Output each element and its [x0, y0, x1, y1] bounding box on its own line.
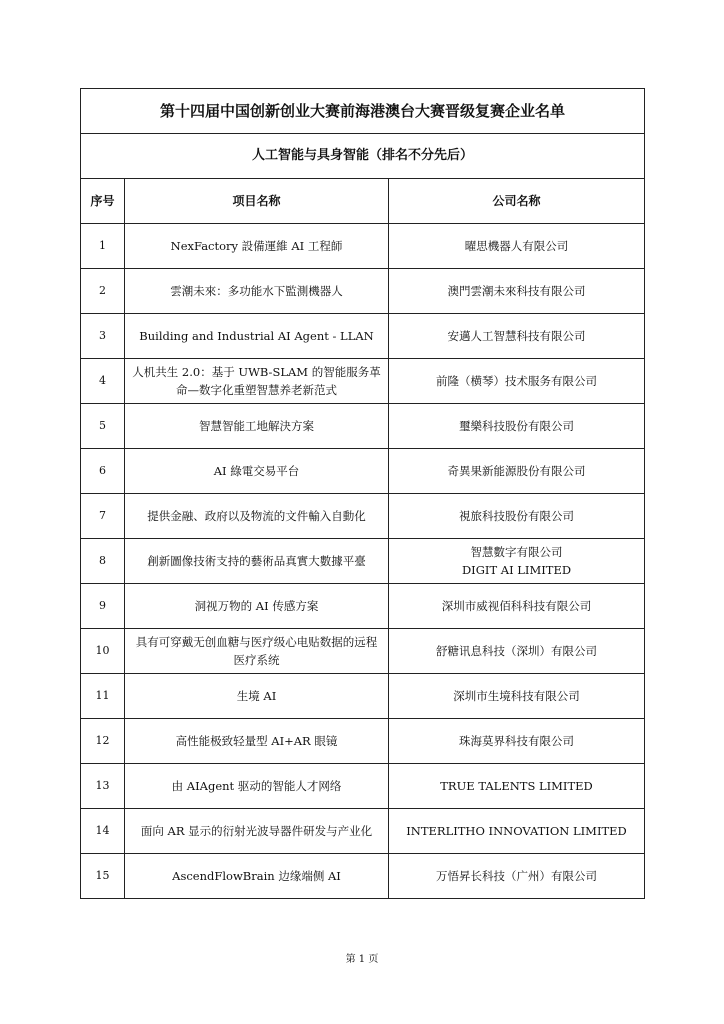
- row-number: 7: [81, 494, 125, 539]
- row-number: 8: [81, 539, 125, 584]
- table-row: [81, 719, 645, 764]
- company-name: [389, 674, 645, 719]
- company-name: [389, 764, 645, 809]
- row-number: 5: [81, 404, 125, 449]
- row-number: 9: [81, 584, 125, 629]
- table-row: [81, 359, 645, 404]
- table-row: [81, 449, 645, 494]
- table-row: [81, 539, 645, 584]
- company-name-line: 珠海莫界科技有限公司: [459, 734, 575, 748]
- company-name: [389, 539, 645, 584]
- project-name: NexFactory 設備運維 AI 工程師: [125, 224, 389, 269]
- row-number: 1: [81, 224, 125, 269]
- row-number: 10: [81, 629, 125, 674]
- category-heading: 人工智能与具身智能（排名不分先后）: [81, 134, 645, 179]
- row-number: 6: [81, 449, 125, 494]
- company-name-line: 奇異果新能源股份有限公司: [447, 464, 586, 478]
- company-name-line: 澳門雲潮未來科技有限公司: [447, 284, 586, 298]
- company-name-line: 深圳市生境科技有限公司: [453, 689, 580, 703]
- column-header-company: 公司名称: [389, 179, 645, 224]
- row-number: 14: [81, 809, 125, 854]
- company-name-line: DIGIT AI LIMITED: [461, 563, 572, 577]
- table-row: [81, 314, 645, 359]
- project-name: AscendFlowBrain 边缘端侧 AI: [125, 854, 389, 899]
- company-name-line: 安邁人工智慧科技有限公司: [447, 329, 586, 343]
- project-name: 人机共生 2.0：基于 UWB-SLAM 的智能服务革命—数字化重塑智慧养老新范式: [125, 359, 389, 404]
- table-row: [81, 494, 645, 539]
- company-name: [389, 404, 645, 449]
- company-name-line: 璽樂科技股份有限公司: [459, 419, 575, 433]
- row-number: 11: [81, 674, 125, 719]
- company-name-line: 智慧數字有限公司: [470, 545, 563, 559]
- company-name: [389, 224, 645, 269]
- company-name-line: 深圳市威视佰科科技有限公司: [441, 599, 592, 613]
- company-name-line: TRUE TALENTS LIMITED: [440, 779, 593, 793]
- row-number: 12: [81, 719, 125, 764]
- document-title: 第十四届中国创新创业大赛前海港澳台大赛晋级复赛企业名单: [81, 89, 645, 134]
- table-row: [81, 764, 645, 809]
- project-name: AI 綠電交易平台: [125, 449, 389, 494]
- column-header-project: 项目名称: [125, 179, 389, 224]
- row-number: 4: [81, 359, 125, 404]
- project-name: 高性能极致轻量型 AI+AR 眼镜: [125, 719, 389, 764]
- table-row: [81, 224, 645, 269]
- company-name: [389, 584, 645, 629]
- project-name: 面向 AR 显示的衍射光波导器件研发与产业化: [125, 809, 389, 854]
- project-name: 創新圖像技術支持的藝術品真實大數據平臺: [125, 539, 389, 584]
- company-name: [389, 809, 645, 854]
- company-name: [389, 854, 645, 899]
- project-name: 洞视万物的 AI 传感方案: [125, 584, 389, 629]
- row-number: 3: [81, 314, 125, 359]
- company-name: [389, 314, 645, 359]
- company-name: [389, 629, 645, 674]
- company-name-line: 曜思機器人有限公司: [464, 239, 569, 253]
- row-number: 15: [81, 854, 125, 899]
- project-name: Building and Industrial AI Agent - LLAN: [125, 314, 389, 359]
- column-header-no: 序号: [81, 179, 125, 224]
- company-name: [389, 449, 645, 494]
- project-name: 具有可穿戴无创血糖与医疗级心电贴数据的远程医疗系统: [125, 629, 389, 674]
- page-number: 第 1 页: [345, 954, 379, 965]
- project-name: 提供金融、政府以及物流的文件輸入自動化: [125, 494, 389, 539]
- company-name-line: 舒糖讯息科技（深圳）有限公司: [436, 644, 598, 658]
- table-row: [81, 629, 645, 674]
- table-row: [81, 584, 645, 629]
- project-name: 智慧智能工地解決方案: [125, 404, 389, 449]
- company-name: [389, 359, 645, 404]
- company-name-line: INTERLITHO INNOVATION LIMITED: [406, 824, 627, 838]
- row-number: 2: [81, 269, 125, 314]
- table-row: [81, 854, 645, 899]
- company-name-line: 前隆（横琴）技术服务有限公司: [436, 374, 598, 388]
- table-row: [81, 269, 645, 314]
- project-name: 雲潮未來：多功能水下監測機器人: [125, 269, 389, 314]
- company-name: [389, 269, 645, 314]
- enterprise-list-table: [80, 88, 645, 899]
- table-row: [81, 809, 645, 854]
- company-name-line: 視旅科技股份有限公司: [459, 509, 575, 523]
- table-row: [81, 674, 645, 719]
- company-name: [389, 719, 645, 764]
- company-name-line: 万悟昇长科技（广州）有限公司: [436, 869, 598, 883]
- row-number: 13: [81, 764, 125, 809]
- project-name: 生境 AI: [125, 674, 389, 719]
- company-name: [389, 494, 645, 539]
- table-row: [81, 404, 645, 449]
- project-name: 由 AIAgent 驱动的智能人才网络: [125, 764, 389, 809]
